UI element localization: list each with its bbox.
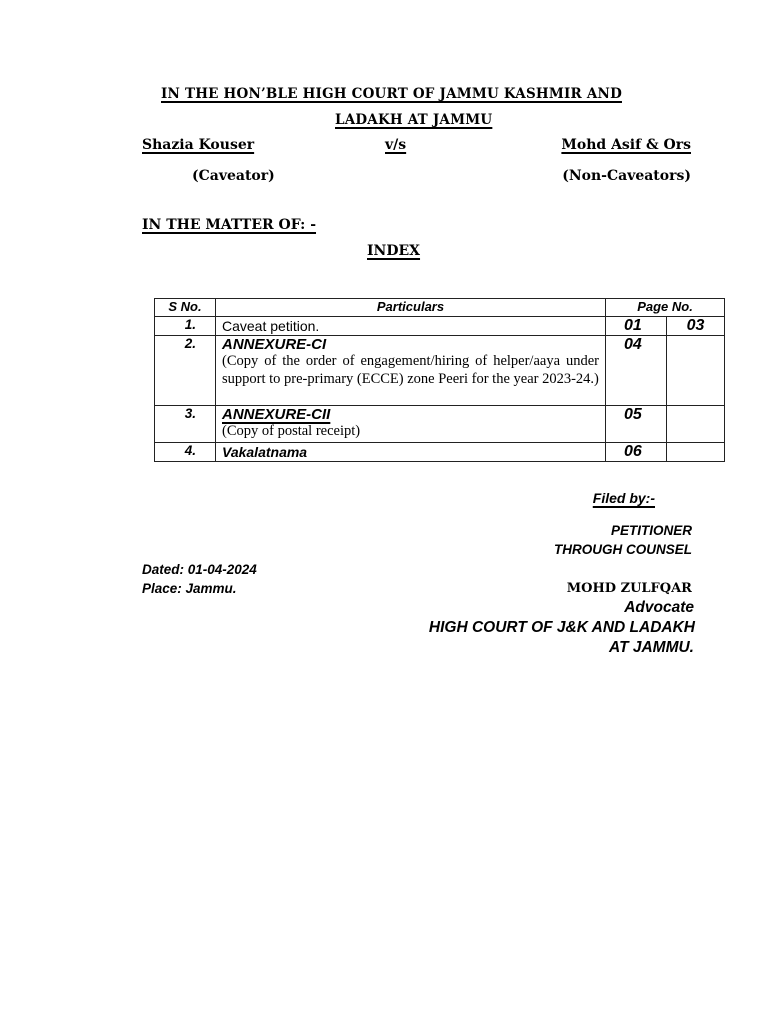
row-sno: 4. [155, 443, 216, 462]
row-page-to [667, 336, 725, 406]
col-header-page: Page No. [606, 299, 725, 317]
table-row [155, 317, 725, 336]
advocate-name: MOHD ZULFQAR [566, 581, 692, 596]
court-title-line2: LADAKH AT JAMMU [335, 112, 493, 128]
row-title: Vakalatnama [222, 444, 308, 460]
advocate-title: Advocate [624, 599, 694, 616]
party-right: Mohd Asif & Ors [561, 137, 691, 153]
row-sno: 1. [155, 317, 216, 336]
index-title: INDEX [367, 243, 421, 259]
table-row [155, 443, 725, 462]
col-header-particulars: Particulars [216, 299, 606, 317]
row-particulars [216, 406, 606, 443]
court-title-line1: IN THE HON’BLE HIGH COURT OF JAMMU KASHMIR AND [161, 86, 622, 102]
matter-heading: IN THE MATTER OF: - [142, 217, 317, 233]
col-header-sno: S No. [155, 299, 216, 317]
petitioner: PETITIONER [610, 523, 692, 538]
table-row [155, 336, 725, 406]
row-title: ANNEXURE-CII [222, 406, 331, 423]
row-description: (Copy of postal receipt) [222, 423, 361, 439]
row-particulars [216, 336, 606, 406]
row-sno: 2. [155, 336, 216, 406]
row-page-to [667, 406, 725, 443]
through-counsel: THROUGH COUNSEL [554, 542, 692, 557]
row-page-from: 04 [606, 336, 667, 406]
index-table [154, 298, 725, 462]
row-title: Caveat petition. [222, 318, 320, 334]
role-left: (Caveator) [192, 168, 275, 184]
court-name-line1: HIGH COURT OF J&K AND LADAKH [428, 619, 695, 636]
row-particulars [216, 317, 606, 336]
filed-by: Filed by:- [592, 490, 655, 506]
row-page-from: 01 [606, 317, 667, 336]
row-particulars [216, 443, 606, 462]
court-name-line2: AT JAMMU. [609, 639, 694, 656]
row-page-from: 05 [606, 406, 667, 443]
place: Place: Jammu. [142, 581, 237, 596]
table-header-row [155, 299, 725, 317]
row-title: ANNEXURE-CI [222, 336, 327, 353]
row-description: (Copy of the order of engagement/hiring of helper/aaya under support to pre-primary (ECCE) zone Peeri for the year 2023-24.) [222, 353, 599, 387]
row-sno: 3. [155, 406, 216, 443]
party-left: Shazia Kouser [142, 137, 255, 153]
role-right: (Non-Caveators) [562, 168, 691, 184]
versus: v/s [385, 137, 407, 153]
row-page-to: 03 [667, 317, 725, 336]
row-page-from: 06 [606, 443, 667, 462]
dated: Dated: 01-04-2024 [142, 562, 257, 577]
row-page-to [667, 443, 725, 462]
table-row [155, 406, 725, 443]
